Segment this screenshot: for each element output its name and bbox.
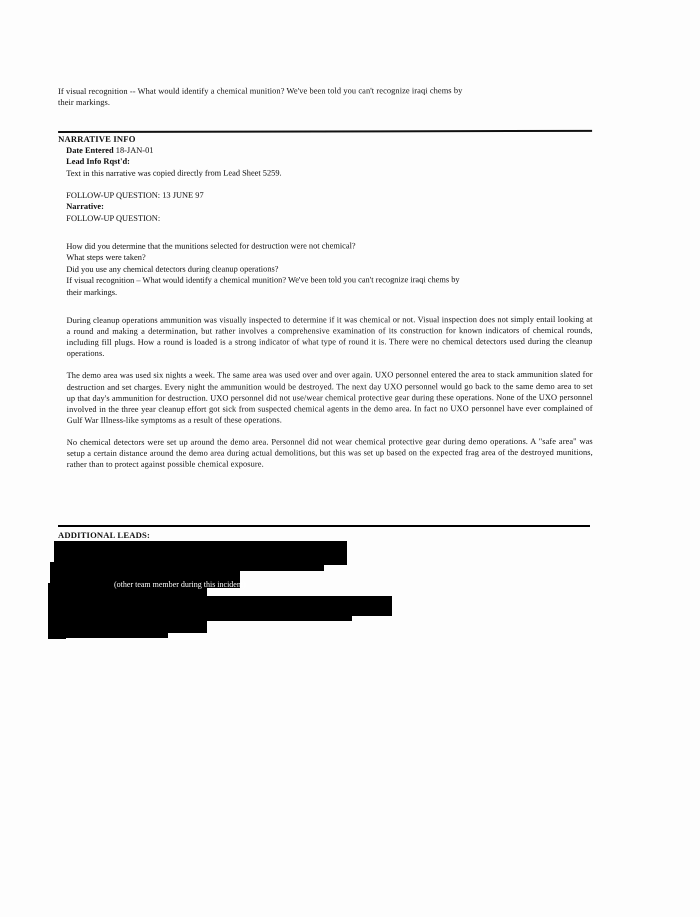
source-note-text: Text in this narrative was copied directly from Lead Sheet 5259.: [66, 168, 282, 178]
top-fragment-line-1: If visual recognition -- What would identify a chemical munition? We've been told you can't recognize iraqi chems by: [58, 86, 463, 96]
narrative-info-heading: NARRATIVE INFO: [58, 134, 136, 145]
body-paragraph-1: During cleanup operations ammunition was visually inspected to determine if it was chemical or not. Visual inspection does not simply entail looking at a round and making a determination, but rather involves a comprehensive examination of its construction for known indicators of chemical rounds, including fill plugs. How a round is loaded is a strong indicator of what type of round it is. There were no chemical detectors used during the cleanup operations.: [66, 314, 593, 359]
date-entered-value: 18-JAN-01: [115, 145, 154, 156]
date-entered-label: Date Entered: [66, 146, 114, 156]
spacer: [58, 297, 592, 315]
additional-leads-section: [44, 528, 404, 646]
narrative-label: Narrative:: [66, 202, 104, 212]
body-paragraph-2: The demo area was used six nights a week. The same area was used over and over again. UXO personnel entered the area to stack ammunition slated for destruction and set charges. Every night the ammunition would be destroyed. The next day UXO personnel would go back to the same demo area to set up that day's ammunition for destruction. UXO personnel did not use/wear chemical protective gear during these operations. None of the UXO personnel involved in the three year cleanup effort got sick from suspected chemical agents in the demo area. In fact no UXO personnel have ever complained of Gulf War Illness-like symptoms as a result of these operations.: [66, 370, 593, 425]
top-fragment-line-2: their markings.: [58, 97, 111, 108]
followup-question-4: If visual recognition – What would identify a chemical munition? We've been told you can't recognize iraqi chems by: [66, 275, 460, 286]
followup-question-3: Did you use any chemical detectors during cleanup operations?: [66, 264, 279, 274]
redacted-note-text: (other team member during this incident): [114, 580, 246, 589]
additional-leads-rule: [58, 525, 590, 527]
followup-question-label: FOLLOW-UP QUESTION:: [66, 213, 161, 223]
body-paragraph-3: No chemical detectors were set up around the demo area. Personnel did not wear chemical protective gear during demo operations. A "safe area" was setup a certain distance around the demo area during actual demolitions, but this was set up based on the expected frag area of the destroyed munitions, rather than to protect against possible chemical exposure.: [66, 436, 593, 470]
spacer: [58, 107, 592, 125]
top-fragment: [58, 85, 592, 108]
followup-question-list: [58, 240, 592, 298]
redaction-bar: [50, 616, 168, 638]
additional-leads-heading: ADDITIONAL LEADS:: [58, 530, 150, 540]
followup-question-header: FOLLOW-UP QUESTION: 13 JUNE 97: [66, 190, 204, 200]
spacer: [58, 223, 592, 241]
lead-info-label: Lead Info Rqst'd:: [66, 157, 130, 167]
followup-question-4-cont: their markings.: [66, 287, 118, 297]
body-paragraphs: [58, 314, 592, 470]
followup-question-1: How did you determine that the munitions selected for destruction were not chemical?: [66, 241, 356, 251]
followup-question-2: What steps were taken?: [66, 253, 146, 263]
followup-header-group: [58, 189, 592, 224]
redaction-bar: [176, 556, 324, 571]
document-body: [58, 85, 593, 470]
